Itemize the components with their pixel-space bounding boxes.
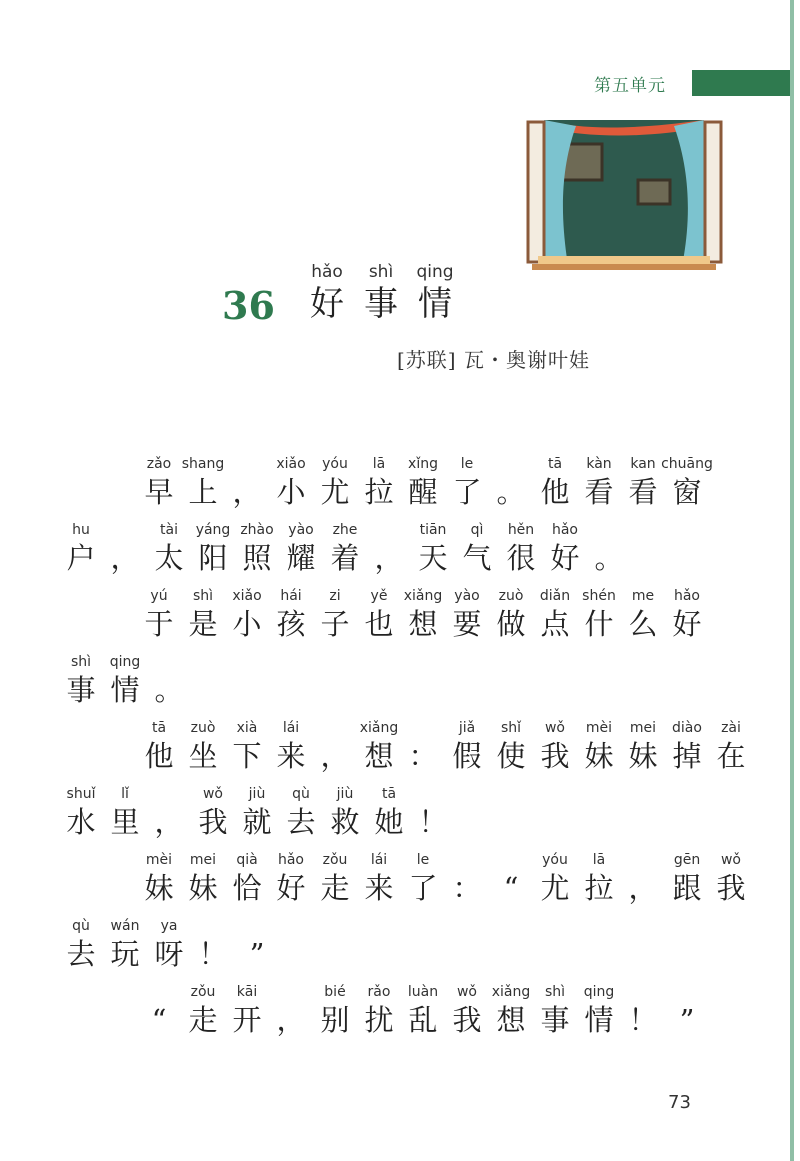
hanzi: 着 bbox=[330, 541, 360, 575]
hanzi: ” bbox=[679, 1003, 695, 1037]
pinyin: zuò bbox=[498, 588, 524, 604]
hanzi: 妹 bbox=[188, 871, 218, 905]
hanzi: ， bbox=[628, 871, 658, 905]
pinyin: yào bbox=[454, 588, 480, 604]
pinyin: yóu bbox=[322, 456, 348, 472]
page-number: 73 bbox=[668, 1092, 691, 1113]
pinyin: lái bbox=[282, 720, 300, 736]
hanzi: 小 bbox=[276, 475, 306, 509]
hanzi: 她 bbox=[374, 805, 404, 839]
pinyin: tài bbox=[160, 522, 178, 538]
pinyin: xiǎng bbox=[491, 984, 531, 1000]
hanzi: 醒 bbox=[408, 475, 438, 509]
hanzi: 点 bbox=[540, 607, 570, 641]
hanzi: 里 bbox=[110, 805, 140, 839]
hanzi: ： bbox=[452, 871, 482, 905]
hanzi: 拉 bbox=[364, 475, 394, 509]
hanzi: 我 bbox=[540, 739, 570, 773]
hanzi: 做 bbox=[496, 607, 526, 641]
hanzi: 是 bbox=[188, 607, 218, 641]
pinyin: tā bbox=[381, 786, 397, 802]
hanzi: 水 bbox=[66, 805, 96, 839]
pinyin: xiǎo bbox=[276, 456, 306, 472]
hanzi: 孩 bbox=[276, 607, 306, 641]
pinyin: mèi bbox=[585, 720, 613, 736]
pinyin: wǒ bbox=[456, 984, 477, 1000]
hanzi: 么 bbox=[628, 607, 658, 641]
author-line: [苏联] 瓦・奥谢叶娃 bbox=[397, 348, 590, 372]
hanzi: 使 bbox=[496, 739, 526, 773]
hanzi: 情 bbox=[418, 284, 452, 324]
pinyin: kāi bbox=[236, 984, 258, 1000]
hanzi: 我 bbox=[452, 1003, 482, 1037]
hanzi: 拉 bbox=[584, 871, 614, 905]
pinyin: hǎo bbox=[551, 522, 579, 538]
hanzi: 看 bbox=[628, 475, 658, 509]
hanzi: 什 bbox=[584, 607, 614, 641]
pinyin: lǐ bbox=[121, 786, 129, 802]
pinyin: yáng bbox=[195, 522, 231, 538]
pinyin: hái bbox=[280, 588, 302, 604]
pinyin: gēn bbox=[673, 852, 701, 868]
hanzi: 。 bbox=[154, 673, 184, 707]
hanzi: 气 bbox=[462, 541, 492, 575]
hanzi: 玩 bbox=[110, 937, 140, 971]
pinyin: shuǐ bbox=[66, 786, 96, 802]
hanzi: 妹 bbox=[628, 739, 658, 773]
hanzi: 很 bbox=[506, 541, 536, 575]
pinyin: tā bbox=[151, 720, 167, 736]
pinyin: qing bbox=[416, 262, 454, 282]
pinyin: wǒ bbox=[202, 786, 223, 802]
pinyin: hu bbox=[72, 522, 90, 538]
pinyin: shì bbox=[192, 588, 214, 604]
hanzi: 别 bbox=[320, 1003, 350, 1037]
pinyin: chuāng bbox=[661, 456, 713, 472]
pinyin: wǒ bbox=[720, 852, 741, 868]
pinyin: qià bbox=[236, 852, 258, 868]
hanzi: 了 bbox=[408, 871, 438, 905]
pinyin: mei bbox=[629, 720, 657, 736]
pinyin: hǎo bbox=[277, 852, 305, 868]
hanzi: 假 bbox=[452, 739, 482, 773]
pinyin: xǐng bbox=[408, 456, 438, 472]
hanzi: 事 bbox=[364, 284, 398, 324]
hanzi: 太 bbox=[154, 541, 184, 575]
pinyin: shì bbox=[544, 984, 566, 1000]
hanzi: 阳 bbox=[198, 541, 228, 575]
pinyin: xiǎng bbox=[359, 720, 399, 736]
pinyin: tā bbox=[547, 456, 563, 472]
pinyin: wán bbox=[110, 918, 140, 934]
window-illustration bbox=[522, 116, 727, 272]
hanzi: ， bbox=[232, 475, 262, 509]
hanzi: 跟 bbox=[672, 871, 702, 905]
hanzi: ！ bbox=[418, 805, 448, 839]
hanzi: 尤 bbox=[320, 475, 350, 509]
pinyin: xiǎo bbox=[232, 588, 262, 604]
hanzi: “ bbox=[503, 871, 519, 905]
hanzi: 于 bbox=[144, 607, 174, 641]
page-edge-stripe bbox=[790, 0, 794, 1161]
pinyin: rǎo bbox=[367, 984, 391, 1000]
pinyin: diǎn bbox=[539, 588, 571, 604]
pinyin: yào bbox=[288, 522, 314, 538]
unit-label: 第五单元 bbox=[594, 76, 666, 96]
hanzi: 上 bbox=[188, 475, 218, 509]
pinyin: xiǎng bbox=[403, 588, 443, 604]
hanzi: 情 bbox=[584, 1003, 614, 1037]
hanzi: 子 bbox=[320, 607, 350, 641]
pinyin: zǒu bbox=[322, 852, 348, 868]
pinyin: jiǎ bbox=[458, 720, 476, 736]
pinyin: zhe bbox=[332, 522, 358, 538]
hanzi: 救 bbox=[330, 805, 360, 839]
hanzi: 户 bbox=[66, 541, 96, 575]
hanzi: ， bbox=[110, 541, 140, 575]
hanzi: ， bbox=[374, 541, 404, 575]
pinyin: zi bbox=[329, 588, 341, 604]
hanzi: 来 bbox=[364, 871, 394, 905]
pinyin: qì bbox=[470, 522, 484, 538]
hanzi: 事 bbox=[66, 673, 96, 707]
pinyin: zǒu bbox=[190, 984, 216, 1000]
pinyin: yóu bbox=[542, 852, 568, 868]
pinyin: zài bbox=[721, 720, 741, 736]
pinyin: hěn bbox=[507, 522, 535, 538]
pinyin: shén bbox=[582, 588, 616, 604]
hanzi: 就 bbox=[242, 805, 272, 839]
pinyin: luàn bbox=[407, 984, 439, 1000]
hanzi: 他 bbox=[540, 475, 570, 509]
pinyin: zhào bbox=[240, 522, 274, 538]
pinyin: wǒ bbox=[544, 720, 565, 736]
pinyin: le bbox=[416, 852, 430, 868]
pinyin: yě bbox=[370, 588, 388, 604]
hanzi: 妹 bbox=[144, 871, 174, 905]
hanzi: 窗 bbox=[672, 475, 702, 509]
hanzi: 看 bbox=[584, 475, 614, 509]
hanzi: 要 bbox=[452, 607, 482, 641]
hanzi: 开 bbox=[232, 1003, 262, 1037]
pinyin: zǎo bbox=[146, 456, 172, 472]
hanzi: 早 bbox=[144, 475, 174, 509]
hanzi: 事 bbox=[540, 1003, 570, 1037]
hanzi: ” bbox=[249, 937, 265, 971]
pinyin: shì bbox=[70, 654, 92, 670]
hanzi: 乱 bbox=[408, 1003, 438, 1037]
pinyin: jiù bbox=[336, 786, 354, 802]
pinyin: me bbox=[631, 588, 655, 604]
hanzi: 也 bbox=[364, 607, 394, 641]
hanzi: 我 bbox=[198, 805, 228, 839]
hanzi: 走 bbox=[320, 871, 350, 905]
pinyin: hǎo bbox=[673, 588, 701, 604]
hanzi: 他 bbox=[144, 739, 174, 773]
pinyin: lā bbox=[372, 456, 386, 472]
pinyin: le bbox=[460, 456, 474, 472]
pinyin: zuò bbox=[190, 720, 216, 736]
hanzi: ， bbox=[154, 805, 184, 839]
hanzi: 想 bbox=[364, 739, 394, 773]
pinyin: kan bbox=[630, 456, 656, 472]
hanzi: 来 bbox=[276, 739, 306, 773]
hanzi: 扰 bbox=[364, 1003, 394, 1037]
hanzi: 想 bbox=[408, 607, 438, 641]
pinyin: ya bbox=[160, 918, 178, 934]
hanzi: 想 bbox=[496, 1003, 526, 1037]
pinyin: mei bbox=[189, 852, 217, 868]
hanzi: 恰 bbox=[232, 871, 262, 905]
hanzi: ， bbox=[320, 739, 350, 773]
hanzi: 好 bbox=[276, 871, 306, 905]
pinyin: yú bbox=[150, 588, 168, 604]
pinyin: shǐ bbox=[500, 720, 522, 736]
hanzi: 情 bbox=[110, 673, 140, 707]
pinyin: jiù bbox=[248, 786, 266, 802]
pinyin: qing bbox=[109, 654, 141, 670]
hanzi: 掉 bbox=[672, 739, 702, 773]
hanzi: 。 bbox=[496, 475, 526, 509]
hanzi: ： bbox=[408, 739, 438, 773]
hanzi: 了 bbox=[452, 475, 482, 509]
pinyin: lā bbox=[592, 852, 606, 868]
hanzi: ！ bbox=[628, 1003, 658, 1037]
hanzi: 去 bbox=[66, 937, 96, 971]
hanzi: 坐 bbox=[188, 739, 218, 773]
hanzi: 好 bbox=[672, 607, 702, 641]
hanzi: 在 bbox=[716, 739, 746, 773]
hanzi: 小 bbox=[232, 607, 262, 641]
hanzi: 尤 bbox=[540, 871, 570, 905]
hanzi: “ bbox=[151, 1003, 167, 1037]
pinyin: diào bbox=[672, 720, 702, 736]
pinyin: lái bbox=[370, 852, 388, 868]
hanzi: 走 bbox=[188, 1003, 218, 1037]
hanzi: 我 bbox=[716, 871, 746, 905]
hanzi: 好 bbox=[310, 284, 344, 324]
pinyin: bié bbox=[324, 984, 346, 1000]
hanzi: 好 bbox=[550, 541, 580, 575]
hanzi: ！ bbox=[198, 937, 228, 971]
hanzi: 妹 bbox=[584, 739, 614, 773]
pinyin: qù bbox=[292, 786, 310, 802]
hanzi: 去 bbox=[286, 805, 316, 839]
unit-bar bbox=[692, 70, 790, 96]
pinyin: shang bbox=[181, 456, 225, 472]
pinyin: qù bbox=[72, 918, 90, 934]
lesson-number: 36 bbox=[222, 283, 275, 328]
hanzi: 照 bbox=[242, 541, 272, 575]
pinyin: qing bbox=[583, 984, 615, 1000]
hanzi: 耀 bbox=[286, 541, 316, 575]
pinyin: xià bbox=[236, 720, 258, 736]
hanzi: 天 bbox=[418, 541, 448, 575]
hanzi: 下 bbox=[232, 739, 262, 773]
pinyin: hǎo bbox=[311, 262, 343, 282]
pinyin: kàn bbox=[586, 456, 612, 472]
pinyin: tiān bbox=[419, 522, 447, 538]
hanzi: 。 bbox=[594, 541, 624, 575]
pinyin: mèi bbox=[145, 852, 173, 868]
pinyin: shì bbox=[368, 262, 394, 282]
hanzi: 呀 bbox=[154, 937, 184, 971]
hanzi: ， bbox=[276, 1003, 306, 1037]
